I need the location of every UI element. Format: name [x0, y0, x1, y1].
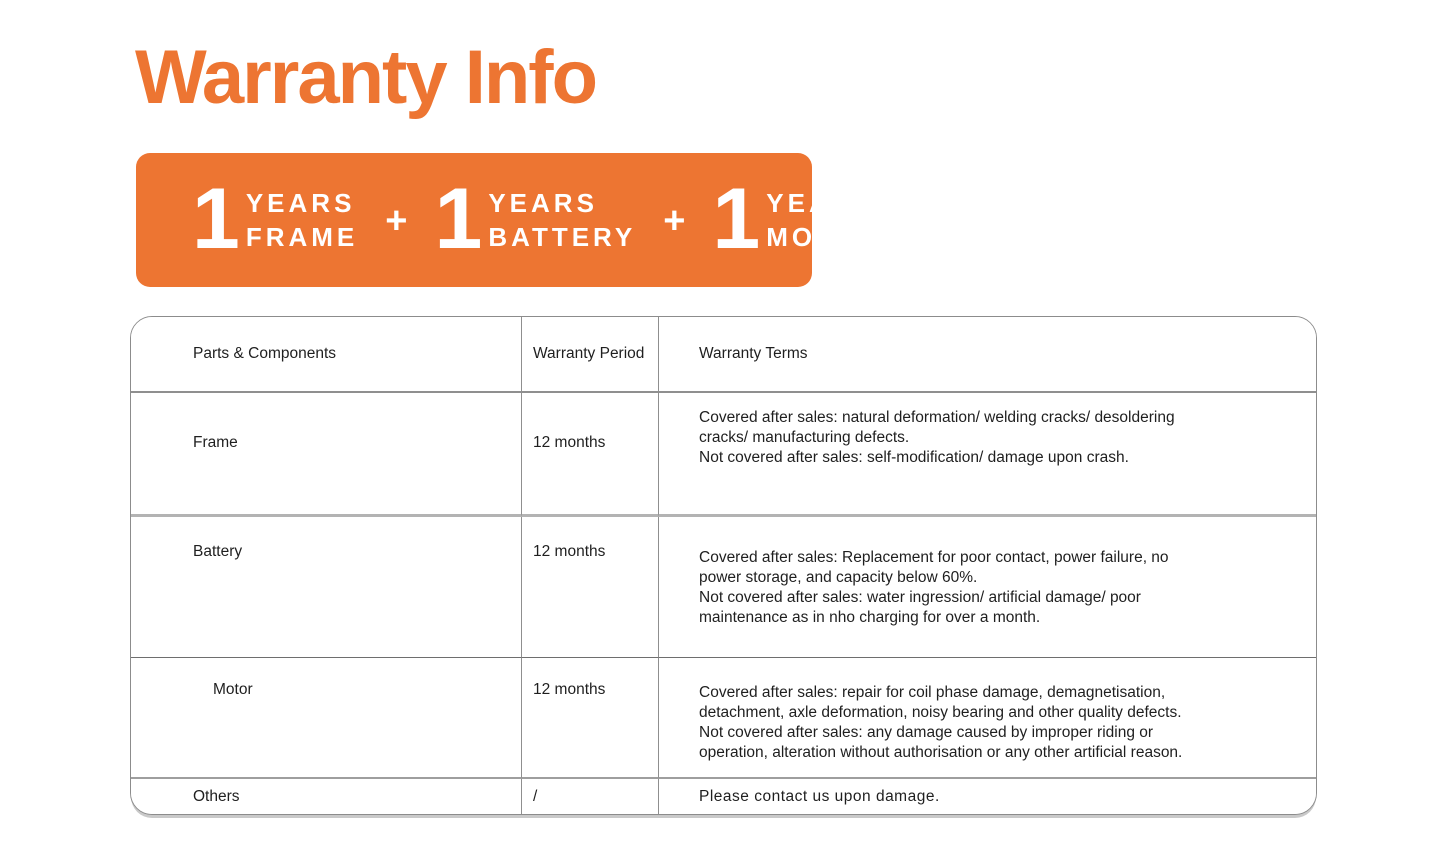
banner-labels-frame — [246, 186, 358, 254]
banner-number-frame: 1 — [192, 171, 238, 268]
table-cell-terms-frame — [659, 393, 1316, 517]
table-cell-part-battery: Battery — [131, 517, 522, 658]
banner-item-battery — [434, 171, 637, 268]
banner-unit-label: YEARS — [488, 188, 598, 218]
banner-labels-motor — [766, 186, 882, 254]
terms-not-covered: Not covered after sales: self-modification/ damage upon crash. — [699, 449, 1129, 466]
column-header-parts: Parts & Components — [131, 317, 522, 393]
terms-not-covered: Not covered after sales: any damage caused by improper riding or operation, alteration without authorisation or any other artificial reason. — [699, 724, 1183, 761]
table-cell-period-others: / — [522, 779, 659, 814]
table-cell-period-frame: 12 months — [522, 393, 659, 517]
column-header-period: Warranty Period — [522, 317, 659, 393]
column-header-terms: Warranty Terms — [659, 317, 1316, 393]
banner-number-motor: 1 — [712, 171, 759, 268]
plus-sign: + — [385, 200, 408, 242]
page-title: Warranty Info — [135, 35, 596, 120]
table-cell-terms-battery — [659, 517, 1316, 658]
plus-sign: + — [663, 200, 686, 242]
table-cell-part-others: Others — [131, 779, 522, 814]
banner-part-label: FRAME — [245, 222, 359, 252]
banner-unit-label: YEARS — [766, 188, 876, 218]
banner-unit-label: YEARS — [245, 188, 356, 218]
warranty-table — [130, 316, 1317, 815]
banner-item-motor — [712, 171, 883, 268]
table-cell-period-battery: 12 months — [522, 517, 659, 658]
terms-covered: Covered after sales: natural deformation/ welding cracks/ desoldering cracks/ manufacturing defects. — [699, 409, 1175, 446]
table-cell-part-frame: Frame — [131, 393, 522, 517]
terms-not-covered: Not covered after sales: water ingression/ artificial damage/ poor maintenance as in nho charging for over a month. — [699, 589, 1141, 626]
banner-number-battery: 1 — [434, 171, 481, 268]
terms-contact: Please contact us upon damage. — [699, 787, 940, 805]
banner-part-label: BATTERY — [488, 222, 637, 252]
table-cell-part-motor: Motor — [131, 658, 522, 779]
table-cell-period-motor: 12 months — [522, 658, 659, 779]
banner-part-label: MOTOR — [766, 222, 883, 252]
terms-covered: Covered after sales: Replacement for poor contact, power failure, no power storage, and capacity below 60%. — [699, 549, 1169, 586]
banner-item-frame — [192, 171, 359, 268]
banner-labels-battery — [488, 186, 636, 254]
warranty-years-banner — [136, 153, 883, 287]
terms-covered: Covered after sales: repair for coil phase damage, demagnetisation, detachment, axle deformation, noisy bearing and other quality defects. — [699, 684, 1182, 721]
table-cell-terms-motor — [659, 658, 1316, 779]
table-cell-terms-others — [659, 779, 1316, 814]
